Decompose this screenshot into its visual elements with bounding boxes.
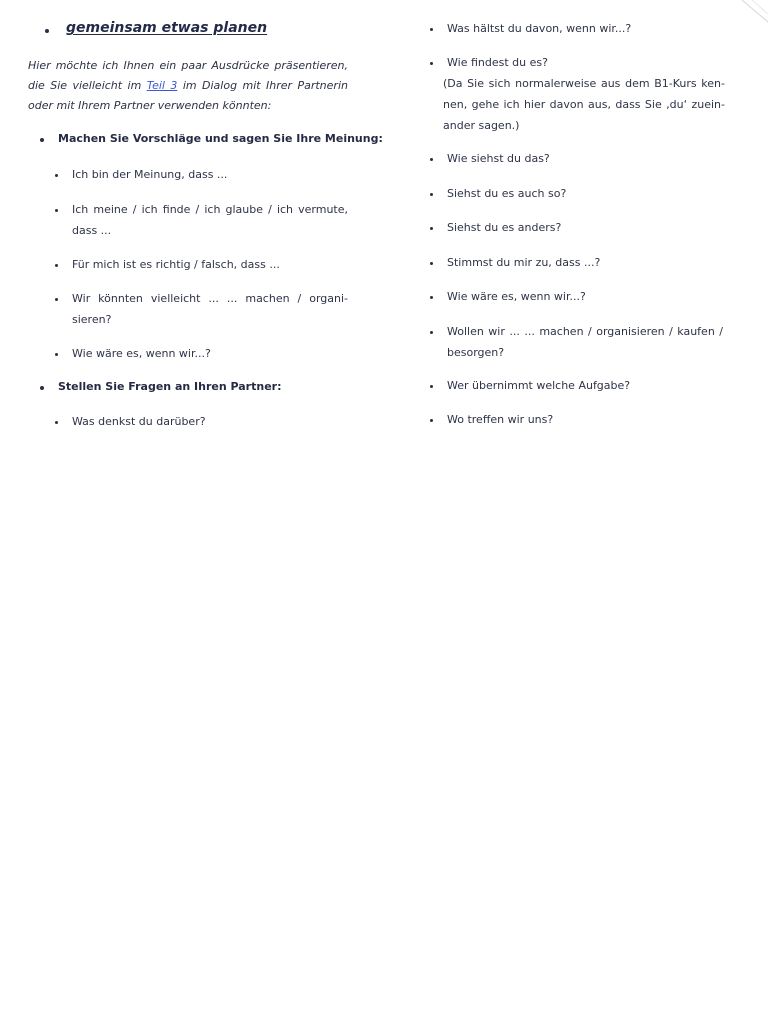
list-item: Ich meine / ich finde / ich glaube / ich vermute, dass ... bbox=[72, 203, 348, 237]
bullet-icon bbox=[40, 386, 44, 390]
du-note: (Da Sie sich normalerweise aus dem B1-Kurs ken-nen, gehe ich hier davon aus, dass Sie ‚du‘ zuein-ander sagen.) bbox=[443, 77, 725, 132]
list-item: Siehst du es anders? bbox=[447, 221, 562, 234]
intro-text-start: Hier möchte ich Ihnen ein paar Ausdrücke präsentieren, die Sie vielleicht im bbox=[28, 59, 348, 92]
bullet-icon bbox=[55, 298, 58, 301]
bullet-icon bbox=[430, 193, 433, 196]
bullet-icon bbox=[40, 138, 44, 142]
list-item: Wie wäre es, wenn wir...? bbox=[72, 347, 211, 360]
bullet-icon bbox=[430, 262, 433, 265]
bullet-icon bbox=[55, 209, 58, 212]
list-item: Wer übernimmt welche Aufgabe? bbox=[447, 379, 631, 392]
list-item: Was denkst du darüber? bbox=[72, 415, 206, 428]
bullet-icon bbox=[55, 353, 58, 356]
list-item: Was hältst du davon, wenn wir...? bbox=[447, 22, 632, 35]
bullet-icon bbox=[430, 331, 433, 334]
bullet-icon bbox=[430, 296, 433, 299]
bullet-icon bbox=[430, 385, 433, 388]
list-item: Wie findest du es? bbox=[447, 56, 548, 69]
list-item: Stimmst du mir zu, dass ...? bbox=[447, 256, 601, 269]
list-item: Ich bin der Meinung, dass ... bbox=[72, 168, 228, 181]
bullet-icon bbox=[55, 174, 58, 177]
list-item: Wie siehst du das? bbox=[447, 152, 550, 165]
list-item: Wie wäre es, wenn wir...? bbox=[447, 290, 586, 303]
list-item: Wir könnten vielleicht ... ... machen / organi-sieren? bbox=[72, 292, 348, 326]
bullet-icon bbox=[430, 62, 433, 65]
bullet-icon bbox=[430, 419, 433, 422]
bullet-icon bbox=[430, 158, 433, 161]
teil3-link[interactable]: Teil 3 bbox=[146, 79, 178, 92]
bullet-icon bbox=[430, 227, 433, 230]
list-item: Siehst du es auch so? bbox=[447, 187, 567, 200]
bullet-icon bbox=[55, 264, 58, 267]
list-item: Wollen wir ... ... machen / organisieren / kaufen / besorgen? bbox=[447, 325, 723, 359]
section-title-questions: Stellen Sie Fragen an Ihren Partner: bbox=[58, 380, 282, 393]
list-item: Wo treffen wir uns? bbox=[447, 413, 554, 426]
intro-text-end: im Dialog mit Ihrer Partnerin oder mit Ihrem Partner verwenden könnten: bbox=[28, 79, 348, 112]
bullet-icon bbox=[430, 28, 433, 31]
page-heading: gemeinsam etwas planen bbox=[66, 20, 268, 36]
section-title-suggestions: Machen Sie Vorschläge und sagen Sie Ihre Meinung: bbox=[58, 132, 383, 145]
list-item: Für mich ist es richtig / falsch, dass ... bbox=[72, 258, 280, 271]
intro-paragraph bbox=[28, 56, 348, 116]
bullet-icon bbox=[55, 421, 58, 424]
bullet-icon bbox=[45, 29, 49, 33]
